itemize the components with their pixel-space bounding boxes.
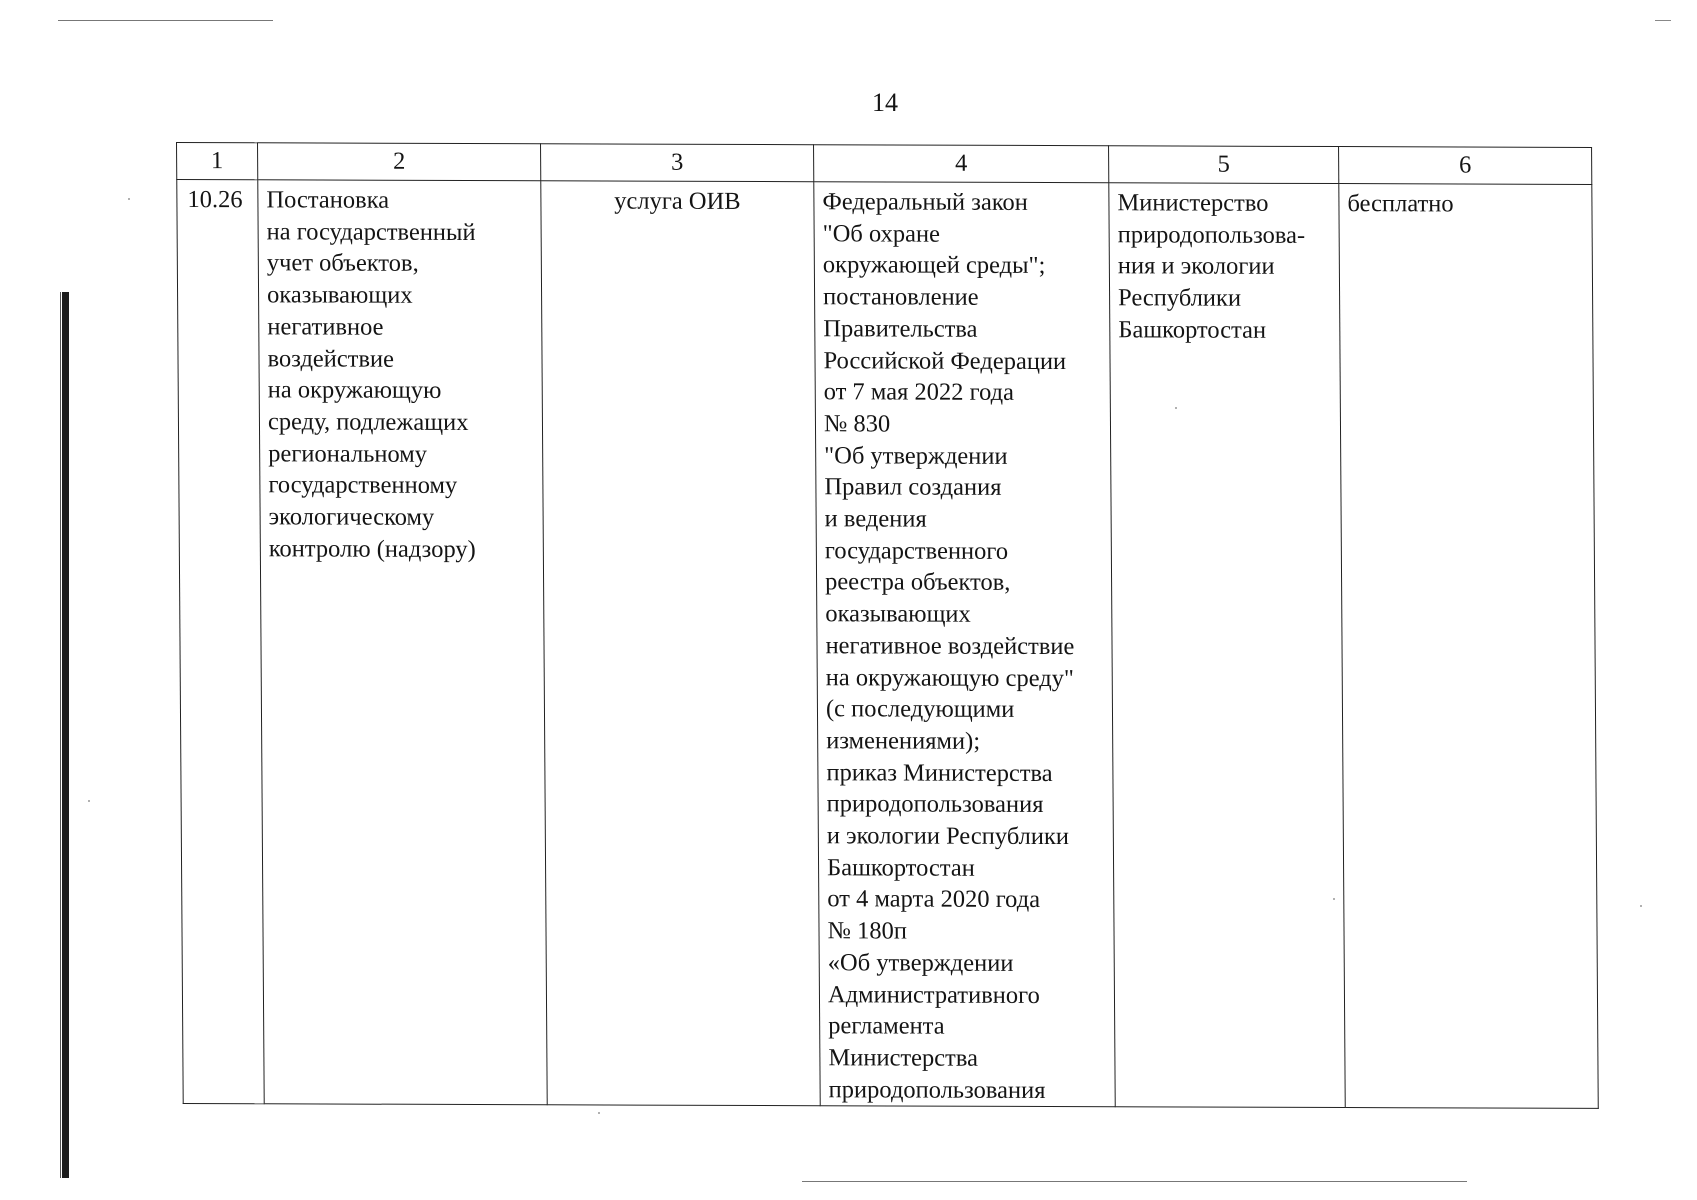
text-line: окружающей среды"; [822,251,1046,280]
text-line: оказывающих [825,600,971,628]
text-line: изменениями); [826,727,981,755]
text-line: воздействие [267,344,395,373]
text-line: учет объектов, [266,249,419,278]
service-type-cell [541,181,820,1106]
scan-edge-shadow-thin [60,292,61,1178]
text-line: приказ Министерства [826,758,1053,787]
legal-basis-cell [814,182,1115,1107]
text-line: государственному [268,471,458,500]
text-line: "Об охране [822,219,941,248]
service-type: услуга ОИВ [614,187,741,215]
text-line: государственного [824,536,1009,565]
column-header-2: 2 [258,143,541,181]
text-line: на государственный [266,218,476,246]
services-table [176,142,1599,1109]
text-line: природопользования [828,1075,1046,1104]
text-line: Республики [1117,284,1242,312]
row-number-cell [177,180,264,1105]
scan-speck [88,800,90,802]
text-line: природопользования [826,790,1044,819]
text-line: Правил создания [824,473,1002,502]
text-line: Башкортостан [826,854,975,882]
text-line: Башкортостан [1118,316,1267,344]
fee-cell [1339,184,1598,1109]
authority-cell [1109,183,1345,1108]
text-line: № 180п [827,917,907,945]
column-header-5: 5 [1109,146,1339,184]
text-line: Российской Федерации [823,346,1067,375]
column-header-1: 1 [177,143,258,180]
text-line: Министерство [1117,189,1269,217]
text-line: № 830 [823,410,891,438]
table-header-row [177,143,1592,185]
text-line: Административного [827,980,1040,1009]
scan-edge-mark-top [58,20,273,21]
text-line: Министерства [828,1044,979,1072]
text-line: реестра объектов, [824,568,1011,597]
scan-edge-shadow-left [62,292,69,1178]
scan-speck [598,1112,600,1114]
column-header-3: 3 [541,144,814,182]
text-line: среду, подлежащих [267,408,469,436]
text-line: региональному [268,439,428,468]
authority [1117,187,1331,346]
text-line: и ведения [824,505,927,533]
fee: бесплатно [1347,190,1454,218]
text-line: негативное [267,313,384,341]
text-line: «Об утверждении [827,949,1014,977]
text-line: на окружающую среду" [825,663,1075,692]
services-table-frame [176,142,1598,1104]
text-line: ния и экологии [1117,252,1275,281]
text-line: экологическому [268,503,435,531]
text-line: (с последующими [825,695,1015,724]
column-header-6: 6 [1339,147,1592,185]
text-line: от 4 марта 2020 года [827,885,1041,914]
row-number: 10.26 [187,186,243,214]
text-line: негативное воздействие [825,632,1075,660]
legal-basis [822,186,1106,1106]
text-line: на окружающую [267,376,442,405]
text-line: от 7 мая 2022 года [823,378,1015,407]
table-row [177,180,1598,1109]
text-line: Федеральный закон [822,188,1028,216]
service-name-cell [258,180,547,1105]
text-line: контролю (надзору) [268,535,476,563]
text-line: регламента [828,1012,945,1040]
text-line: "Об утверждении [824,441,1008,470]
page-number: 14 [872,88,898,117]
text-line: Правительства [823,315,978,343]
text-line: оказывающих [266,281,413,309]
scan-edge-mark-bottom [802,1181,1467,1182]
text-line: природопользова- [1117,220,1306,249]
service-name [266,184,535,565]
scan-speck [128,198,130,200]
scan-edge-mark-top-right [1655,20,1671,21]
text-line: и экологии Республики [826,822,1070,851]
text-line: Постановка [266,186,390,214]
text-line: постановление [822,283,979,311]
scan-speck [1640,905,1642,907]
column-header-4: 4 [814,145,1109,183]
